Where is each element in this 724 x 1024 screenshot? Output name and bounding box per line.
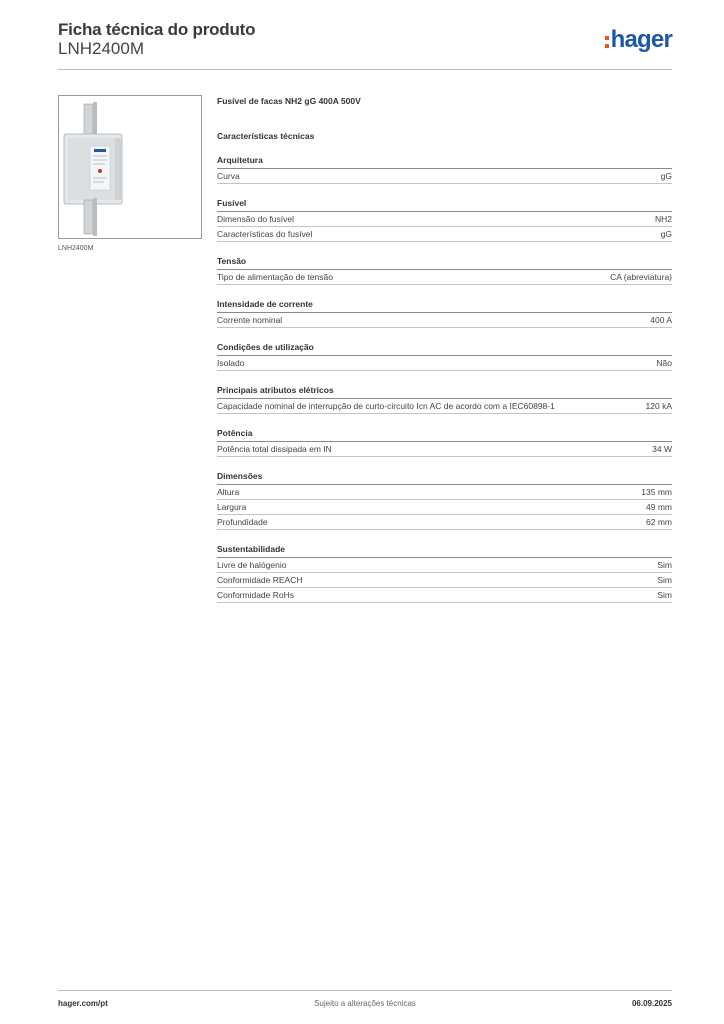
spec-label: Conformidade REACH <box>217 575 303 585</box>
spec-value: Sim <box>657 560 672 570</box>
spec-label: Tipo de alimentação de tensão <box>217 272 333 282</box>
spec-row <box>217 169 672 184</box>
page-title: Ficha técnica do produto <box>58 20 256 39</box>
spec-value: Sim <box>657 575 672 585</box>
section-title: Potência <box>217 427 672 442</box>
section-title: Fusível <box>217 197 672 212</box>
section-title: Intensidade de corrente <box>217 298 672 313</box>
spec-value: gG <box>660 229 672 239</box>
section-intensidade <box>217 298 672 328</box>
spec-row <box>217 227 672 242</box>
page-footer <box>58 990 672 1010</box>
spec-label: Dimensão do fusível <box>217 214 295 224</box>
section-potencia <box>217 427 672 457</box>
section-title: Condições de utilização <box>217 341 672 356</box>
spec-label: Largura <box>217 502 247 512</box>
spec-row <box>217 356 672 371</box>
spec-row <box>217 515 672 530</box>
section-title: Tensão <box>217 255 672 270</box>
hager-logo[interactable] <box>605 25 672 55</box>
spec-label: Capacidade nominal de interrupção de curto-circuito Icn AC de acordo com a IEC60898-1 <box>217 401 555 411</box>
footer-website-link[interactable]: hager.com/pt <box>58 999 108 1008</box>
spec-row <box>217 558 672 573</box>
spec-label: Corrente nominal <box>217 315 283 325</box>
product-image <box>58 95 202 239</box>
section-arquitetura <box>217 154 672 184</box>
spec-value: 62 mm <box>646 517 672 527</box>
spec-label: Conformidade RoHs <box>217 590 295 600</box>
spec-row <box>217 313 672 328</box>
spec-value: 135 mm <box>641 487 672 497</box>
image-caption: LNH2400M <box>58 245 94 252</box>
spec-label: Profundidade <box>217 517 268 527</box>
fuse-product-icon <box>59 96 202 239</box>
spec-row <box>217 573 672 588</box>
spec-label: Altura <box>217 487 240 497</box>
spec-row <box>217 212 672 227</box>
product-name: Fusível de facas NH2 gG 400A 500V <box>217 96 361 106</box>
spec-label: Características do fusível <box>217 229 313 239</box>
spec-row <box>217 442 672 457</box>
spec-value: 120 kA <box>645 401 672 411</box>
spec-value: gG <box>660 171 672 181</box>
logo-text: hager <box>610 26 672 53</box>
spec-row <box>217 588 672 603</box>
spec-row <box>217 500 672 515</box>
logo-dots-icon <box>605 36 609 48</box>
tech-characteristics-title: Características técnicas <box>217 131 315 141</box>
footer-date: 06.09.2025 <box>631 999 672 1008</box>
spec-value: CA (abreviatura) <box>610 272 672 282</box>
spec-label: Curva <box>217 171 240 181</box>
product-reference: LNH2400M <box>58 39 144 58</box>
spec-value: 34 W <box>652 444 672 454</box>
section-atributos <box>217 384 672 414</box>
spec-row <box>217 270 672 285</box>
spec-label: Potência total dissipada em IN <box>217 444 332 454</box>
page-header <box>58 20 672 70</box>
section-sustentabilidade <box>217 543 672 603</box>
spec-value: Não <box>656 358 672 368</box>
spec-row <box>217 399 672 414</box>
section-title: Dimensões <box>217 470 672 485</box>
section-fusivel <box>217 197 672 242</box>
product-content <box>217 95 672 603</box>
section-title: Principais atributos elétricos <box>217 384 672 399</box>
spec-value: 400 A <box>650 315 672 325</box>
spec-row <box>217 485 672 500</box>
section-title: Arquitetura <box>217 154 672 169</box>
section-title: Sustentabilidade <box>217 543 672 558</box>
spec-label: Livre de halógenio <box>217 560 287 570</box>
section-dimensoes <box>217 470 672 530</box>
spec-label: Isolado <box>217 358 245 368</box>
spec-value: 49 mm <box>646 502 672 512</box>
footer-note: Sujeito a alterações técnicas <box>314 999 416 1008</box>
spec-value: Sim <box>657 590 672 600</box>
section-condicoes <box>217 341 672 371</box>
section-tensao <box>217 255 672 285</box>
spec-value: NH2 <box>654 214 672 224</box>
